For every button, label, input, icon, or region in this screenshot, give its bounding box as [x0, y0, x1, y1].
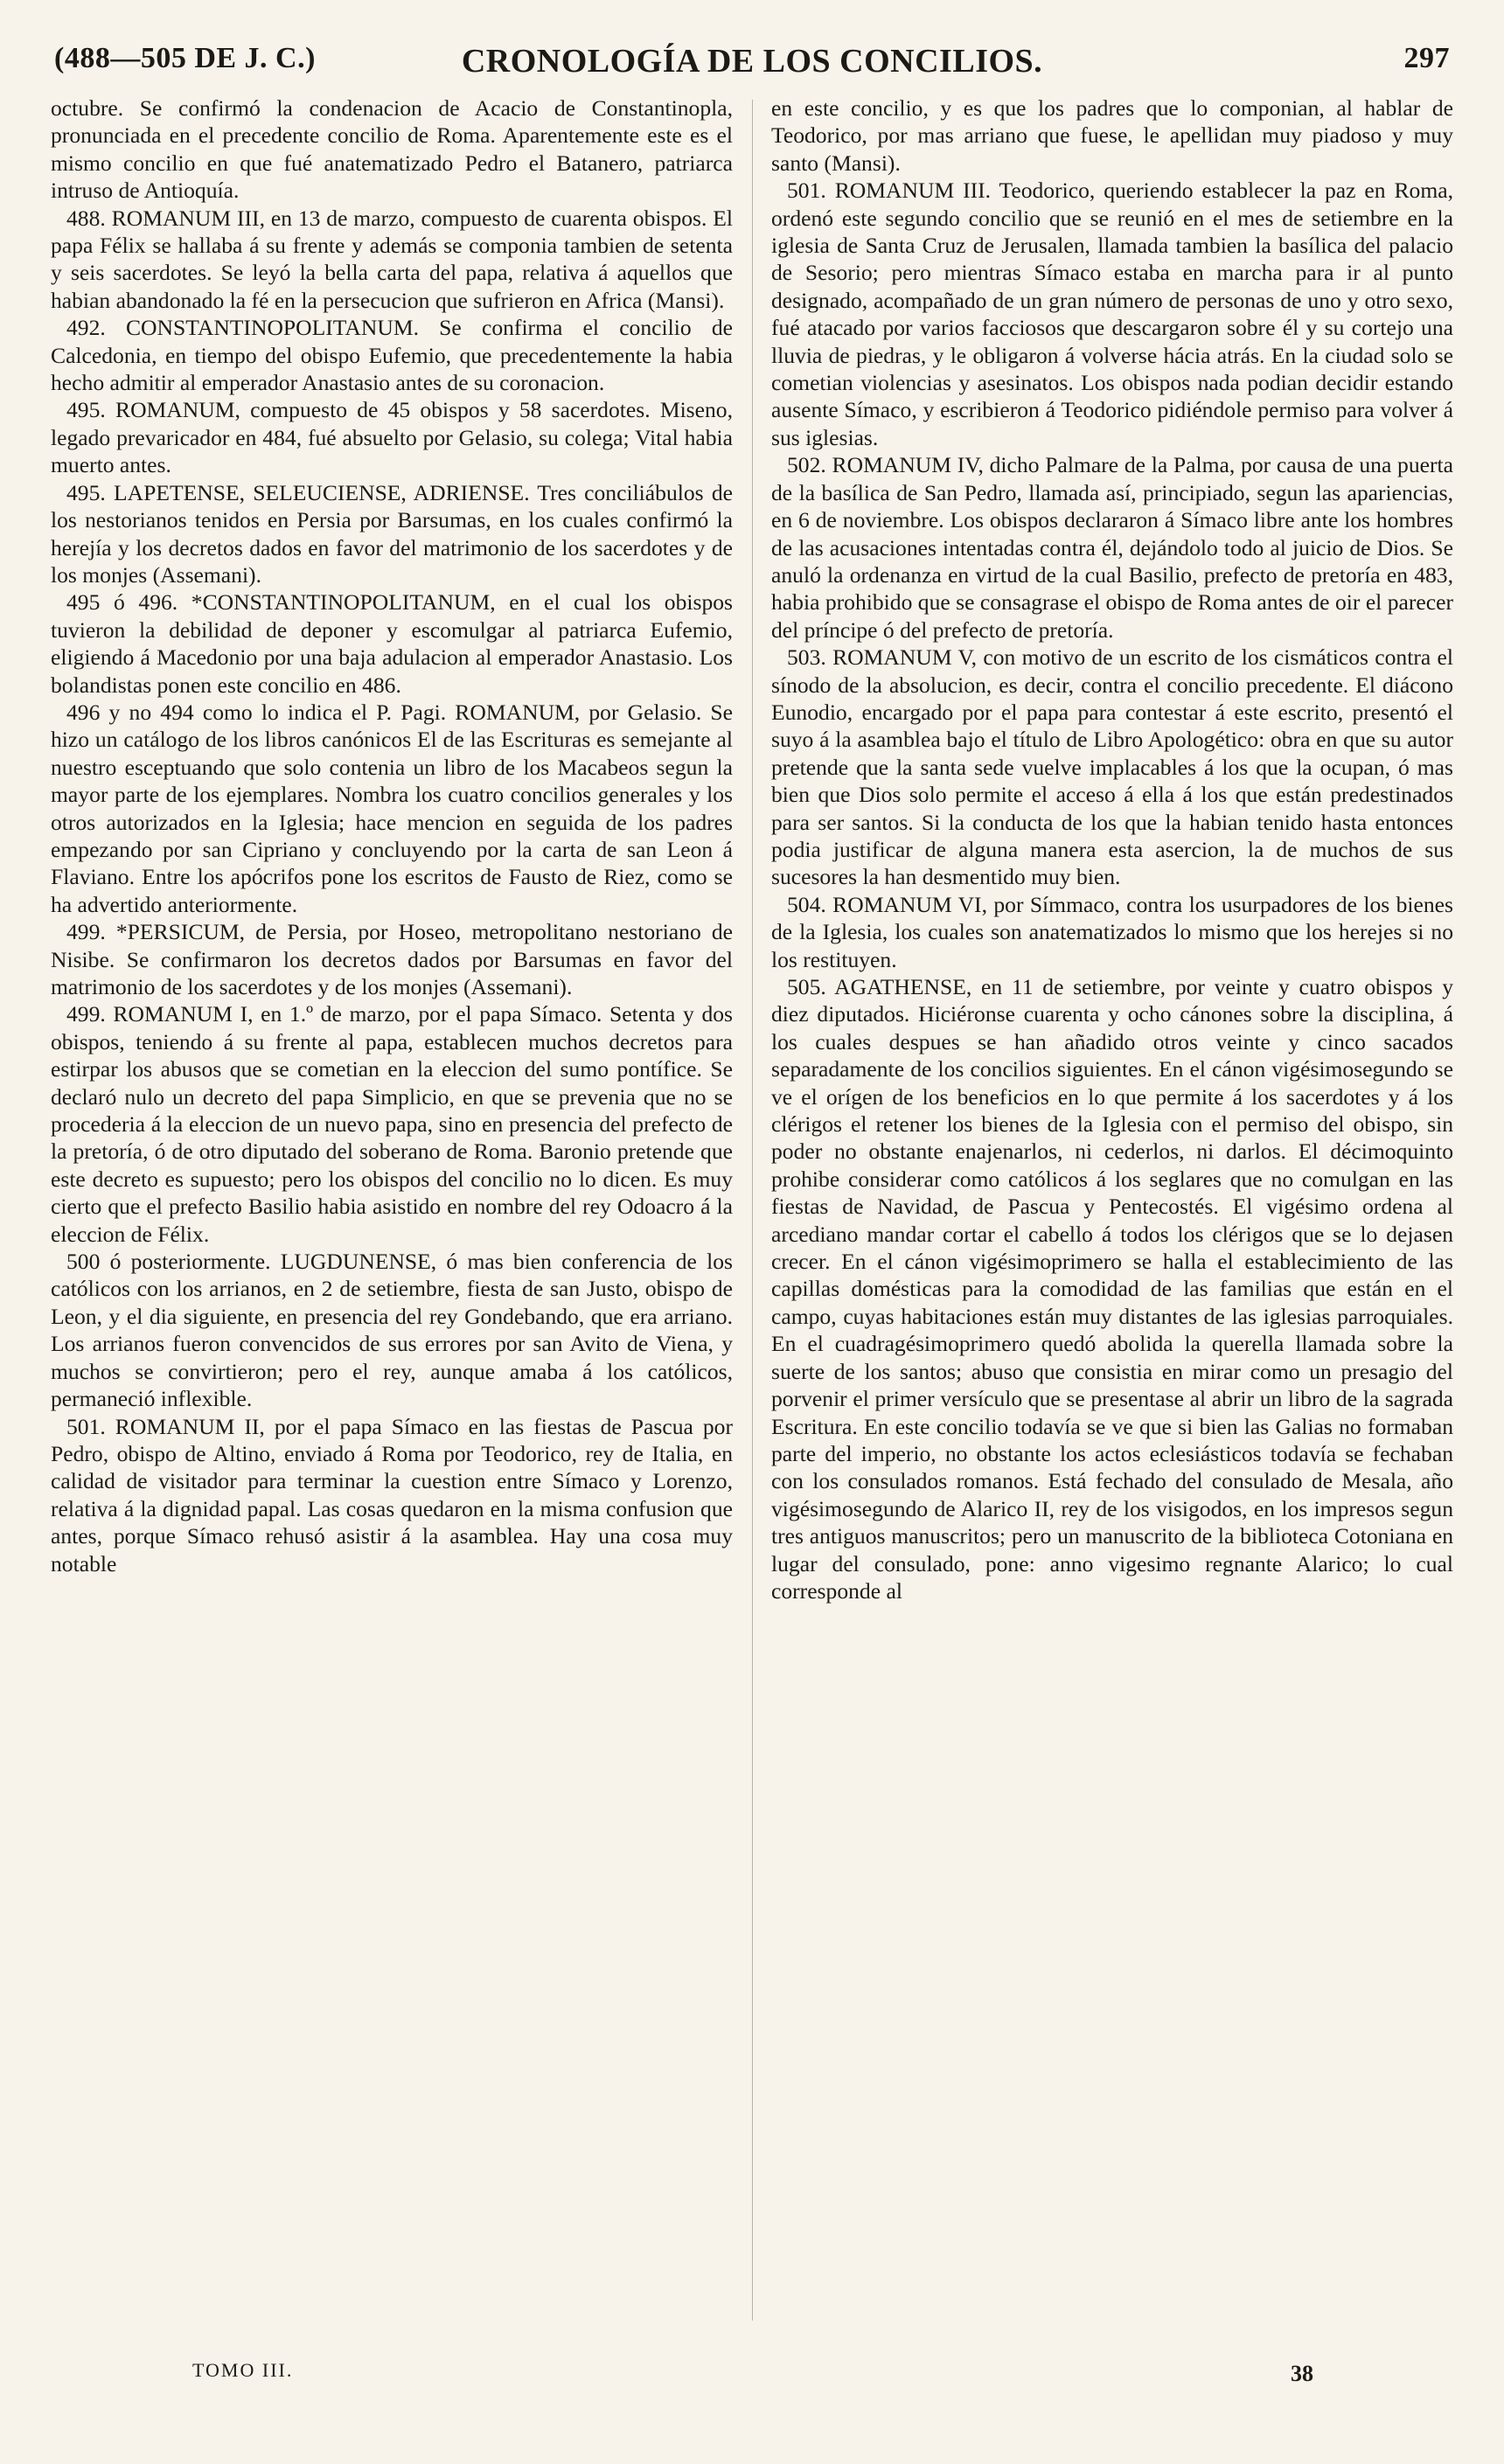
left-column-paragraph: 499. ROMANUM I, en 1.º de marzo, por el papa Símaco. Setenta y dos obispos, teniendo á su frente al papa, establecen muchos decretos para estirpar los abusos que se cometian en la eleccion del sumo pontífice. Se declaró nulo un decreto del papa Simplicio, en que se prevenia que no se procederia á la eleccion de un nuevo papa, sino en presencia del prefecto de la pretoría, ó de otro diputado del soberano de Roma. Baronio pretende que este decreto es supuesto; pero los obispos del concilio no lo dicen. Es muy cierto que el prefecto Basilio habia asistido en nombre del rey Odoacro á la eleccion de Félix. — [51, 1001, 733, 1247]
right-column-paragraph: 502. ROMANUM IV, dicho Palmare de la Palma, por causa de una puerta de la basílica de San Pedro, llamada así, principiado, segun las apariencias, en 6 de noviembre. Los obispos declararon á Símaco libre ante los hombres de las acusaciones intentadas contra él, dejándolo todo al juicio de Dios. Se anuló la ordenanza en virtud de la cual Basilio, prefecto de pretoría en 483, habia prohibido que se consagrase el obispo de Roma antes de oir el parecer del príncipe ó del prefecto de pretoría. — [771, 452, 1453, 643]
volume-signature: TOMO III. — [192, 2359, 294, 2381]
right-column-paragraph: en este concilio, y es que los padres que lo componian, al hablar de Teodorico, por mas arriano que fuese, le apellidan muy piadoso y muy santo (Mansi). — [771, 95, 1453, 176]
left-column-paragraph: 501. ROMANUM II, por el papa Símaco en las fiestas de Pascua por Pedro, obispo de Altino, enviado á Roma por Teodorico, rey de Italia, en calidad de visitador para terminar la cuestion entre Símaco y Lorenzo, relativa á la dignidad papal. Las cosas quedaron en la misma confusion que antes, porque Símaco rehusó asistir á la asamblea. Hay una cosa muy notable — [51, 1413, 733, 1577]
left-column-paragraph: 500 ó posteriormente. LUGDUNENSE, ó mas bien conferencia de los católicos con los arrianos, en 2 de setiembre, fiesta de san Justo, obispo de Leon, y el dia siguiente, en presencia del rey Gondebando, que era arriano. Los arrianos fueron convencidos de sus errores por san Avito de Viena, y muchos se convirtieron; pero el rey, aunque amaba á los católicos, permaneció inflexible. — [51, 1249, 733, 1412]
header-title: CRONOLOGÍA DE LOS CONCILIOS. — [461, 43, 1043, 80]
left-column-paragraph: octubre. Se confirmó la condenacion de Acacio de Constantinopla, pronunciada en el precedente concilio de Roma. Aparentemente este es el mismo concilio en que fué anatematizado Pedro el Batanero, patriarca intruso de Antioquía. — [51, 95, 733, 204]
right-column-paragraph: 505. AGATHENSE, en 11 de setiembre, por veinte y cuatro obispos y diez diputados. Hiciéronse cuarenta y ocho cánones sobre la disciplina, á los cuales despues se han añadido otros veinte y cinco sacados separadamente de los concilios siguientes. En el cánon vigésimosegundo se ve el orígen de los beneficios en lo que permite á los sacerdotes y á los clérigos el retener los bienes de la Iglesia con el permiso del obispo, sin poder no obstante enajenarlos, ni cederlos, ni darlos. El décimoquinto prohibe considerar como católicos á los seglares que no comulgan en las fiestas de Navidad, de Pascua y Pentecostés. El vigésimo ordena al arcediano mandar cortar el cabello á todos los clérigos que se lo dejasen crecer. En el cánon vigésimoprimero se halla el establecimiento de las capillas domésticas para la comodidad de las familias que están en el campo, cuyas habitaciones están muy distantes de las iglesias parroquiales. En el cuadragésimoprimero quedó abolida la querella llamada sobre la suerte de los santos; abuso que consistia en mirar como un presagio del porvenir el primer versículo que se presentase al abrir un libro de la sagrada Escritura. En este concilio todavía se ve que si bien las Galias no formaban parte del imperio, no obstante los actos eclesiásticos todavía se fechaban con los consulados romanos. Está fechado del consulado de Mesala, año vigésimosegundo de Alarico II, rey de los visigodos, en los impresos segun tres antiguos manuscritos; pero un manuscrito de la biblioteca Cotoniana en lugar del consulado, pone: anno vigesimo regnante Alarico; lo cual corresponde al — [771, 974, 1453, 1604]
running-header — [54, 42, 1450, 86]
text-columns — [51, 94, 1453, 2333]
left-column-paragraph: 495. ROMANUM, compuesto de 45 obispos y 58 sacerdotes. Miseno, legado prevaricador en 484, fué absuelto por Gelasio, su colega; Vital habia muerto antes. — [51, 397, 733, 478]
left-column-paragraph: 488. ROMANUM III, en 13 de marzo, compuesto de cuarenta obispos. El papa Félix se hallaba á su frente y además se componia tambien de setenta y seis sacerdotes. Se leyó la bella carta del papa, relativa á aquellos que habian abandonado la fé en la persecucion que sufrieron en Africa (Mansi). — [51, 205, 733, 313]
left-column-paragraph: 496 y no 494 como lo indica el P. Pagi. ROMANUM, por Gelasio. Se hizo un catálogo de los libros canónicos El de las Escrituras es semejante al nuestro esceptuando que solo contenia un libro de los Macabeos segun la mayor parte de los ejemplares. Nombra los cuatro concilios generales y los otros autorizados en la Iglesia; hace mencion en seguida de los padres empezando por san Cipriano y concluyendo por la carta de san Leon á Flaviano. Entre los apócrifos pone los escritos de Fausto de Riez, como se ha advertido anteriormente. — [51, 699, 733, 917]
left-column — [51, 94, 733, 2333]
sheet-signature: 38 — [1291, 2361, 1313, 2386]
right-column — [771, 94, 1453, 2333]
right-column-paragraph: 504. ROMANUM VI, por Símmaco, contra los usurpadores de los bienes de la Iglesia, los cuales son anatematizados lo mismo que los herejes si no los restituyen. — [771, 891, 1453, 972]
left-column-paragraph: 495. LAPETENSE, SELEUCIENSE, ADRIENSE. Tres conciliábulos de los nestorianos tenidos en Persia por Barsumas, en los cuales confirmó la herejía y los decretos dados en favor del matrimonio de los sacerdotes y de los monjes (Assemani). — [51, 479, 733, 588]
header-date-range: (488—505 DE J. C.) — [54, 42, 316, 74]
left-column-paragraph: 499. *PERSICUM, de Persia, por Hoseo, metropolitano nestoriano de Nisibe. Se confirmaron los decretos dados por Barsumas en favor del matrimonio de los sacerdotes y de los monjes (Assemani). — [51, 919, 733, 999]
right-column-paragraph: 501. ROMANUM III. Teodorico, queriendo establecer la paz en Roma, ordenó este segundo concilio que se reunió en el mes de setiembre en la iglesia de Santa Cruz de Jerusalen, llamada tambien la basílica del palacio de Sesorio; pero mientras Símaco estaba en marcha para ir al punto designado, acompañado de un gran número de personas de uno y otro sexo, fué atacado por varios facciosos que descargaron sobre él y su cortejo una lluvia de piedras, y le obligaron á volverse hácia atrás. En la ciudad solo se cometian violencias y asesinatos. Los obispos nada podian decidir estando ausente Símaco, y escribieron á Teodorico pidiéndole permiso para volver á sus iglesias. — [771, 177, 1453, 450]
right-column-paragraph: 503. ROMANUM V, con motivo de un escrito de los cismáticos contra el sínodo de la absolucion, es decir, contra el concilio precedente. El diácono Eunodio, encargado por el papa para contestar á este escrito, presentó el suyo á la asamblea bajo el título de Libro Apologético: obra en que su autor pretende que la santa sede vuelve implacables á los que la ocupan, ó mas bien que Dios solo permite el acceso á ella á los que están predestinados para ser santos. Si la conducta de los que la habian tenido hasta entonces podia justificar de alguna manera esta asercion, la de muchos de sus sucesores la han desmentido muy bien. — [771, 644, 1453, 890]
page-number: 297 — [1403, 42, 1450, 74]
left-column-paragraph: 492. CONSTANTINOPOLITANUM. Se confirma el concilio de Calcedonia, en tiempo del obispo Eufemio, que precedentemente la habia hecho admitir al emperador Anastasio antes de su coronacion. — [51, 315, 733, 396]
column-divider — [752, 100, 753, 2321]
left-column-paragraph: 495 ó 496. *CONSTANTINOPOLITANUM, en el cual los obispos tuvieron la debilidad de deponer y escomulgar al patriarca Eufemio, eligiendo á Macedonio por una baja adulacion al emperador Anastasio. Los bolandistas ponen este concilio en 486. — [51, 589, 733, 698]
